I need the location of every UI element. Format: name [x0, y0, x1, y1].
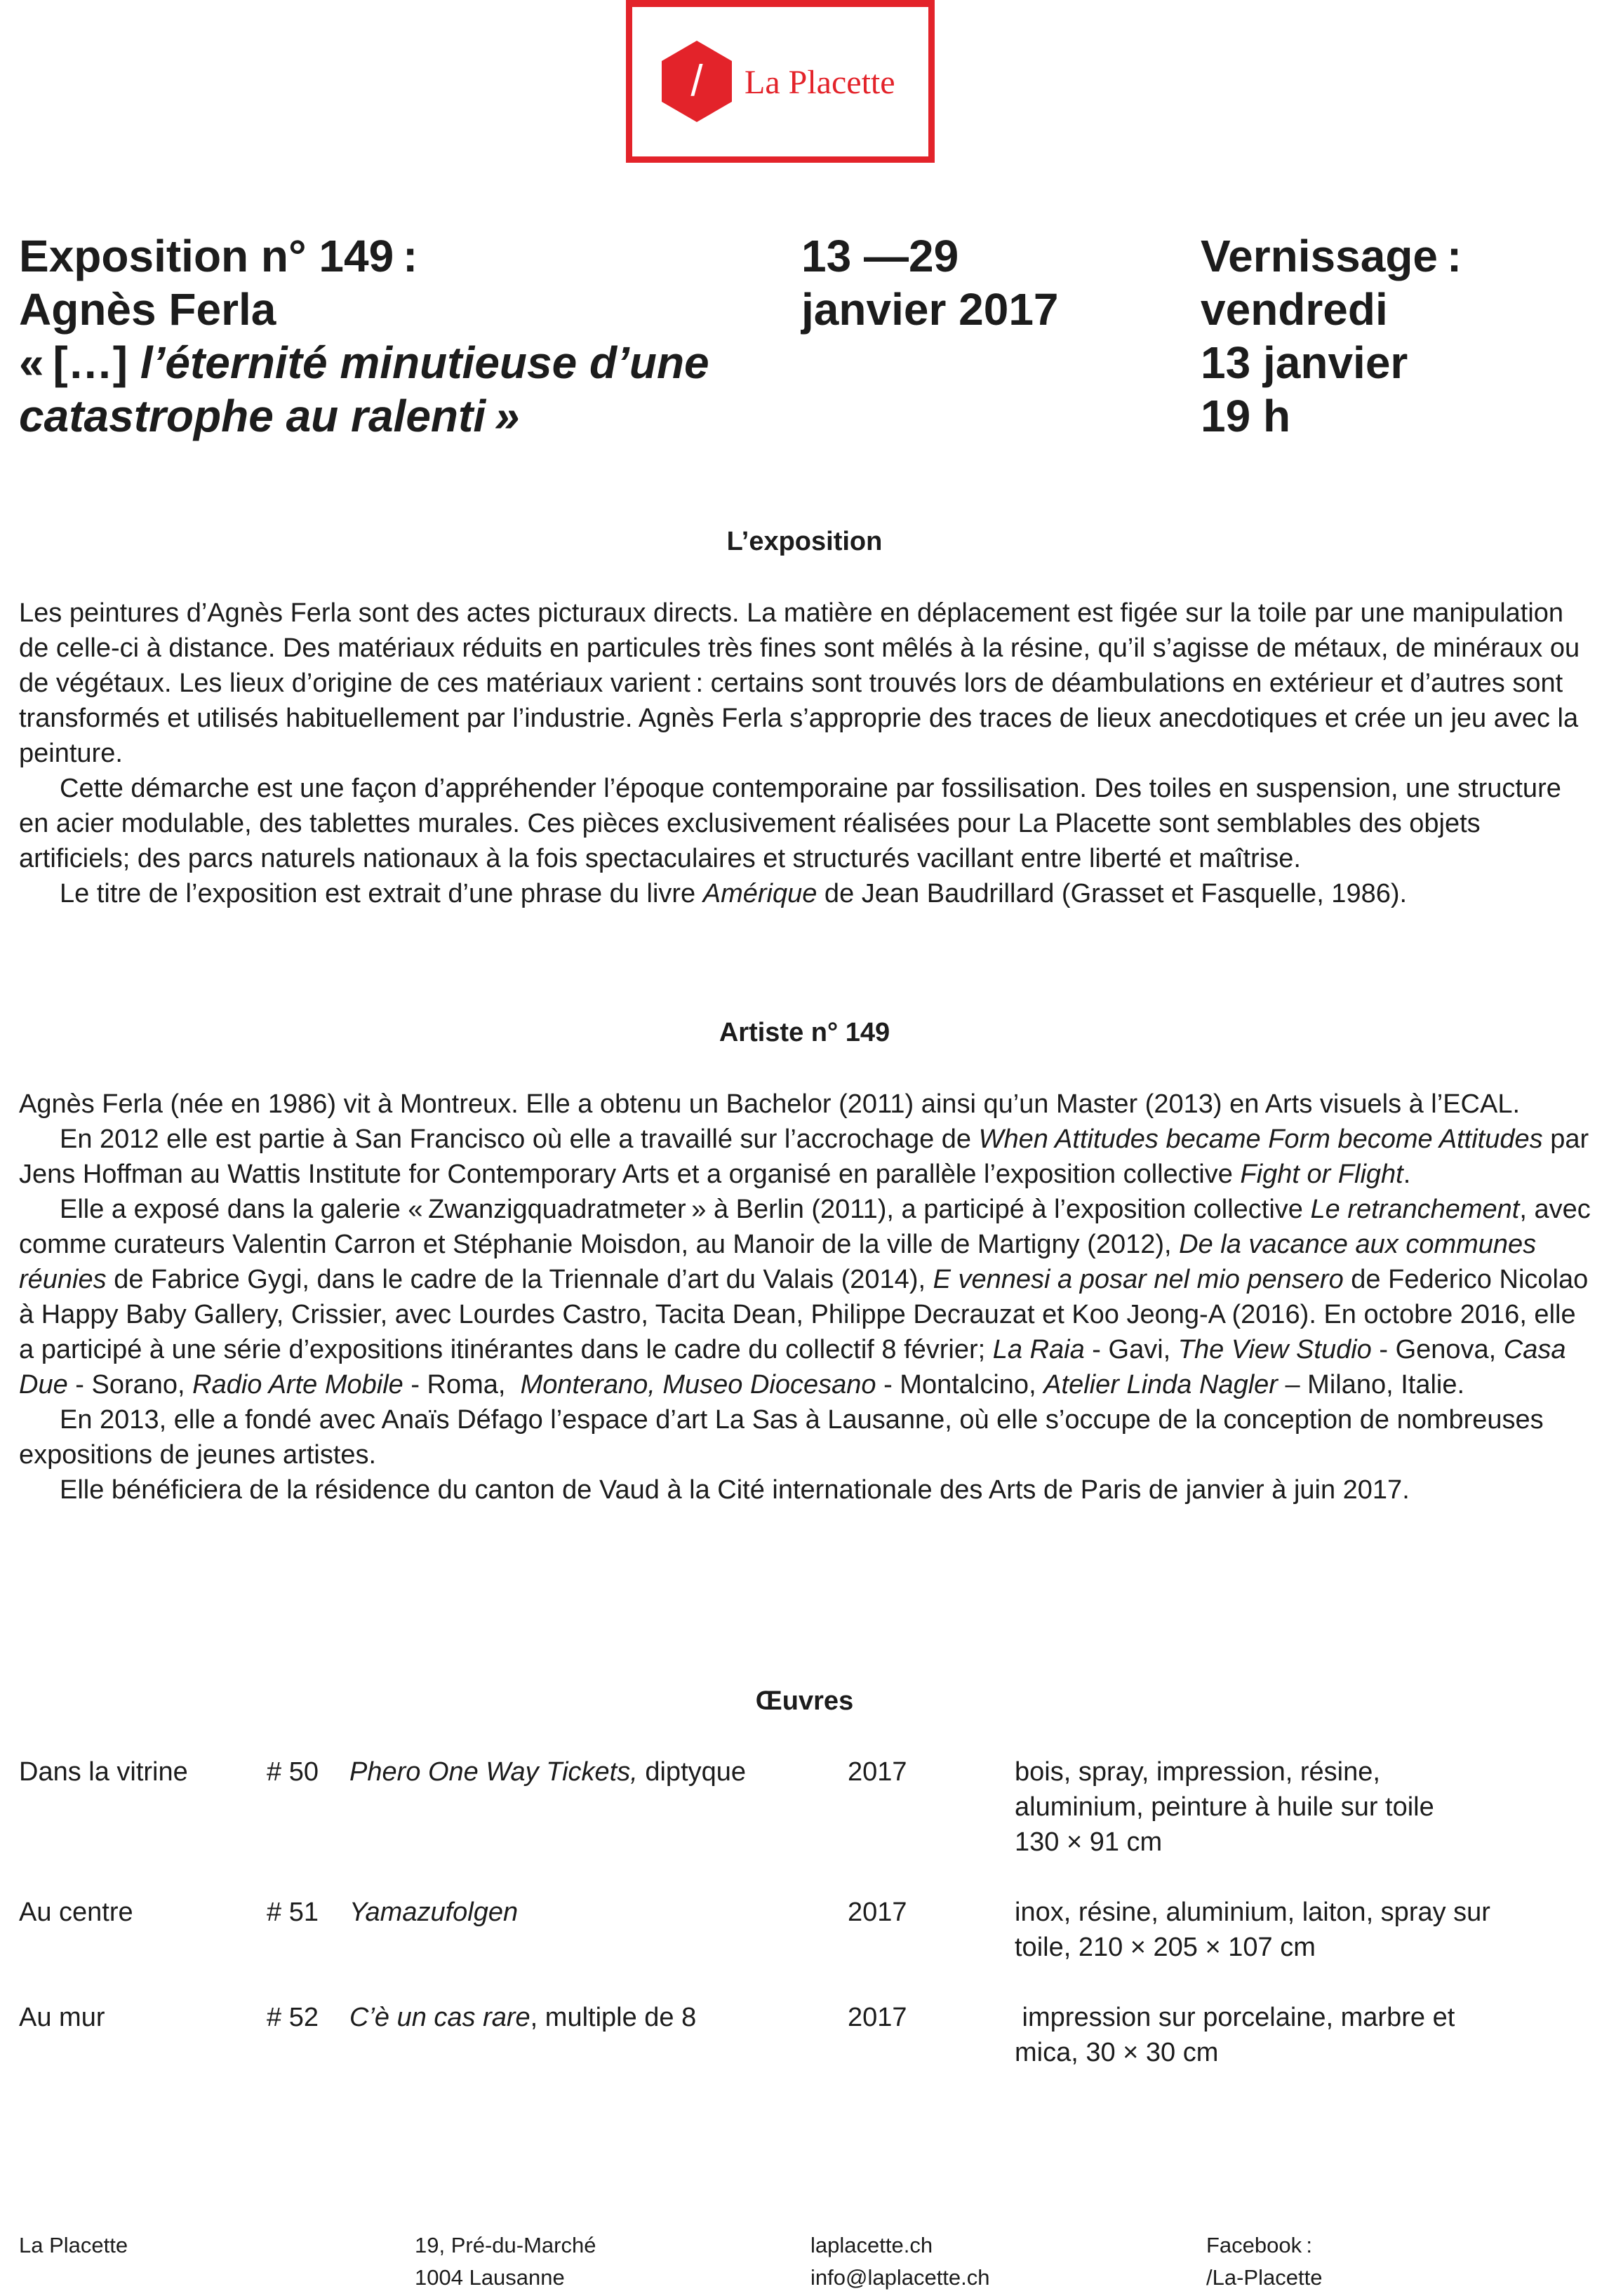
- logo-hexagon-icon: [662, 41, 732, 122]
- vernissage-time: 19 h: [1201, 391, 1291, 441]
- exhibition-dates: [801, 229, 1059, 336]
- work-title: Yamazufolgen: [349, 1898, 519, 1927]
- work-year: 2017: [848, 1898, 907, 1927]
- vernissage-label: Vernissage :: [1201, 231, 1462, 281]
- vernissage-date: 13 janvier: [1201, 337, 1408, 388]
- exhibition-quote-line1: « […] l’éternité minutieuse d’une: [19, 337, 709, 388]
- work-location: Dans la vitrine: [19, 1757, 188, 1787]
- logo-name: La Placette: [745, 64, 895, 101]
- exhibition-title-block: [19, 229, 709, 443]
- exposition-paragraph: Cette démarche est une façon d’appréhender l’époque contemporaine par fossilisation. Des toiles en suspension, une structure en acier modulable, des tablettes murales. Ces pièces exclusivement réalisées pour La Placette sont semblables des objets artificiels; des parcs naturels nationaux à la fois spectaculaires et structurés vacillant entre liberté et maîtrise.: [19, 774, 1561, 873]
- exhibition-quote-line2: catastrophe au ralenti »: [19, 391, 520, 441]
- artiste-paragraph: Agnès Ferla (née en 1986) vit à Montreux. Elle a obtenu un Bachelor (2011) ainsi qu’un Master (2013) en Arts visuels à l’ECAL.: [19, 1089, 1521, 1119]
- work-title: C’è un cas rare, multiple de 8: [349, 2003, 697, 2032]
- work-materials: bois, spray, impression, résine, aluminium, peinture à huile sur toile 130 × 91 cm: [1015, 1757, 1434, 1857]
- artiste-text: [19, 1087, 1591, 1508]
- work-materials: inox, résine, aluminium, laiton, spray sur toile, 210 × 205 × 107 cm: [1015, 1898, 1490, 1962]
- section-title-artiste: Artiste n° 149: [719, 1018, 890, 1047]
- dates-range: 13 —29: [801, 231, 959, 281]
- artist-name: Agnès Ferla: [19, 284, 276, 335]
- work-number: # 50: [267, 1757, 319, 1787]
- footer-facebook-link[interactable]: /La-Placette: [1206, 2265, 1323, 2290]
- footer-contact: [810, 2229, 990, 2294]
- artiste-paragraph: Elle a exposé dans la galerie « Zwanzigquadratmeter » à Berlin (2011), a participé à l’exposition collective Le retranchement, avec comme curateurs Valentin Carron et Stéphanie Moisdon, au Manoir de la ville de Martigny (2012), De la vacance aux communes réunies de Fabrice Gygi, dans le cadre de la Triennale d’art du Valais (2014), E vennesi a posar nel mio pensero de Federico Nicolao à Happy Baby Gallery, Crissier, avec Lourdes Castro, Tacita Dean, Philippe Decrauzat et Koo Jeong-A (2016). En octobre 2016, elle a participé à une série d’expositions itinérantes dans le cadre du collectif 8 février; La Raia - Gavi, The View Studio - Genova, Casa Due - Sorano, Radio Arte Mobile - Roma, Monterano, Museo Diocesano - Montalcino, Atelier Linda Nagler – Milano, Italie.: [19, 1195, 1591, 1399]
- work-title: Phero One Way Tickets, diptyque: [349, 1757, 747, 1787]
- work-location: Au centre: [19, 1898, 133, 1927]
- artiste-paragraph: En 2012 elle est partie à San Francisco où elle a travaillé sur l’accrochage de When Attitudes became Form become Attitudes par Jens Hoffman au Wattis Institute for Contemporary Arts et a organisé en parallèle l’exposition collective Fight or Flight.: [19, 1124, 1589, 1189]
- work-materials: impression sur porcelaine, marbre et mica, 30 × 30 cm: [1015, 2003, 1455, 2067]
- footer-website-link[interactable]: laplacette.ch: [810, 2233, 933, 2257]
- footer-venue: La Placette: [19, 2233, 128, 2257]
- dates-month: janvier 2017: [801, 284, 1059, 335]
- work-number: # 51: [267, 1898, 319, 1927]
- artiste-paragraph: Elle bénéficiera de la résidence du canton de Vaud à la Cité internationale des Arts de Paris de janvier à juin 2017.: [60, 1475, 1410, 1505]
- work-year: 2017: [848, 2003, 907, 2032]
- work-location: Au mur: [19, 2003, 105, 2032]
- footer-email-link[interactable]: info@laplacette.ch: [810, 2265, 990, 2290]
- vernissage-day: vendredi: [1201, 284, 1388, 335]
- exposition-paragraph: Les peintures d’Agnès Ferla sont des actes picturaux directs. La matière en déplacement est figée sur la toile par une manipulation de celle-ci à distance. Des matériaux réduits en particules très fines sont mêlés à la résine, qu’il s’agisse de métaux, de minéraux ou de végétaux. Les lieux d’origine de ces matériaux varient : certains sont trouvés lors de déambulations en extérieur et d’autres sont transformés et utilisés habituellement par l’industrie. Agnès Ferla s’approprie des traces de lieux anecdotiques et crée un jeu avec la peinture.: [19, 598, 1580, 768]
- section-title-oeuvres: Œuvres: [755, 1686, 854, 1716]
- footer-address: 19, Pré-du-Marché 1004 Lausanne: [415, 2233, 596, 2290]
- work-number: # 52: [267, 2003, 319, 2032]
- exposition-text: [19, 596, 1591, 911]
- exposition-paragraph: Le titre de l’exposition est extrait d’une phrase du livre Amérique de Jean Baudrillard (Grasset et Fasquelle, 1986).: [60, 879, 1408, 908]
- artiste-paragraph: En 2013, elle a fondé avec Anaïs Défago l’espace d’art La Sas à Lausanne, où elle s’occupe de la conception de nombreuses expositions de jeunes artistes.: [19, 1405, 1544, 1470]
- work-year: 2017: [848, 1757, 907, 1787]
- section-title-exposition: L’exposition: [726, 527, 883, 556]
- footer-social: [1206, 2229, 1322, 2294]
- logo: [626, 0, 935, 163]
- footer-facebook-label: Facebook :: [1206, 2233, 1312, 2257]
- exhibition-number: Exposition n° 149 :: [19, 231, 418, 281]
- vernissage-block: [1201, 229, 1462, 443]
- logo-slash: /: [690, 57, 703, 105]
